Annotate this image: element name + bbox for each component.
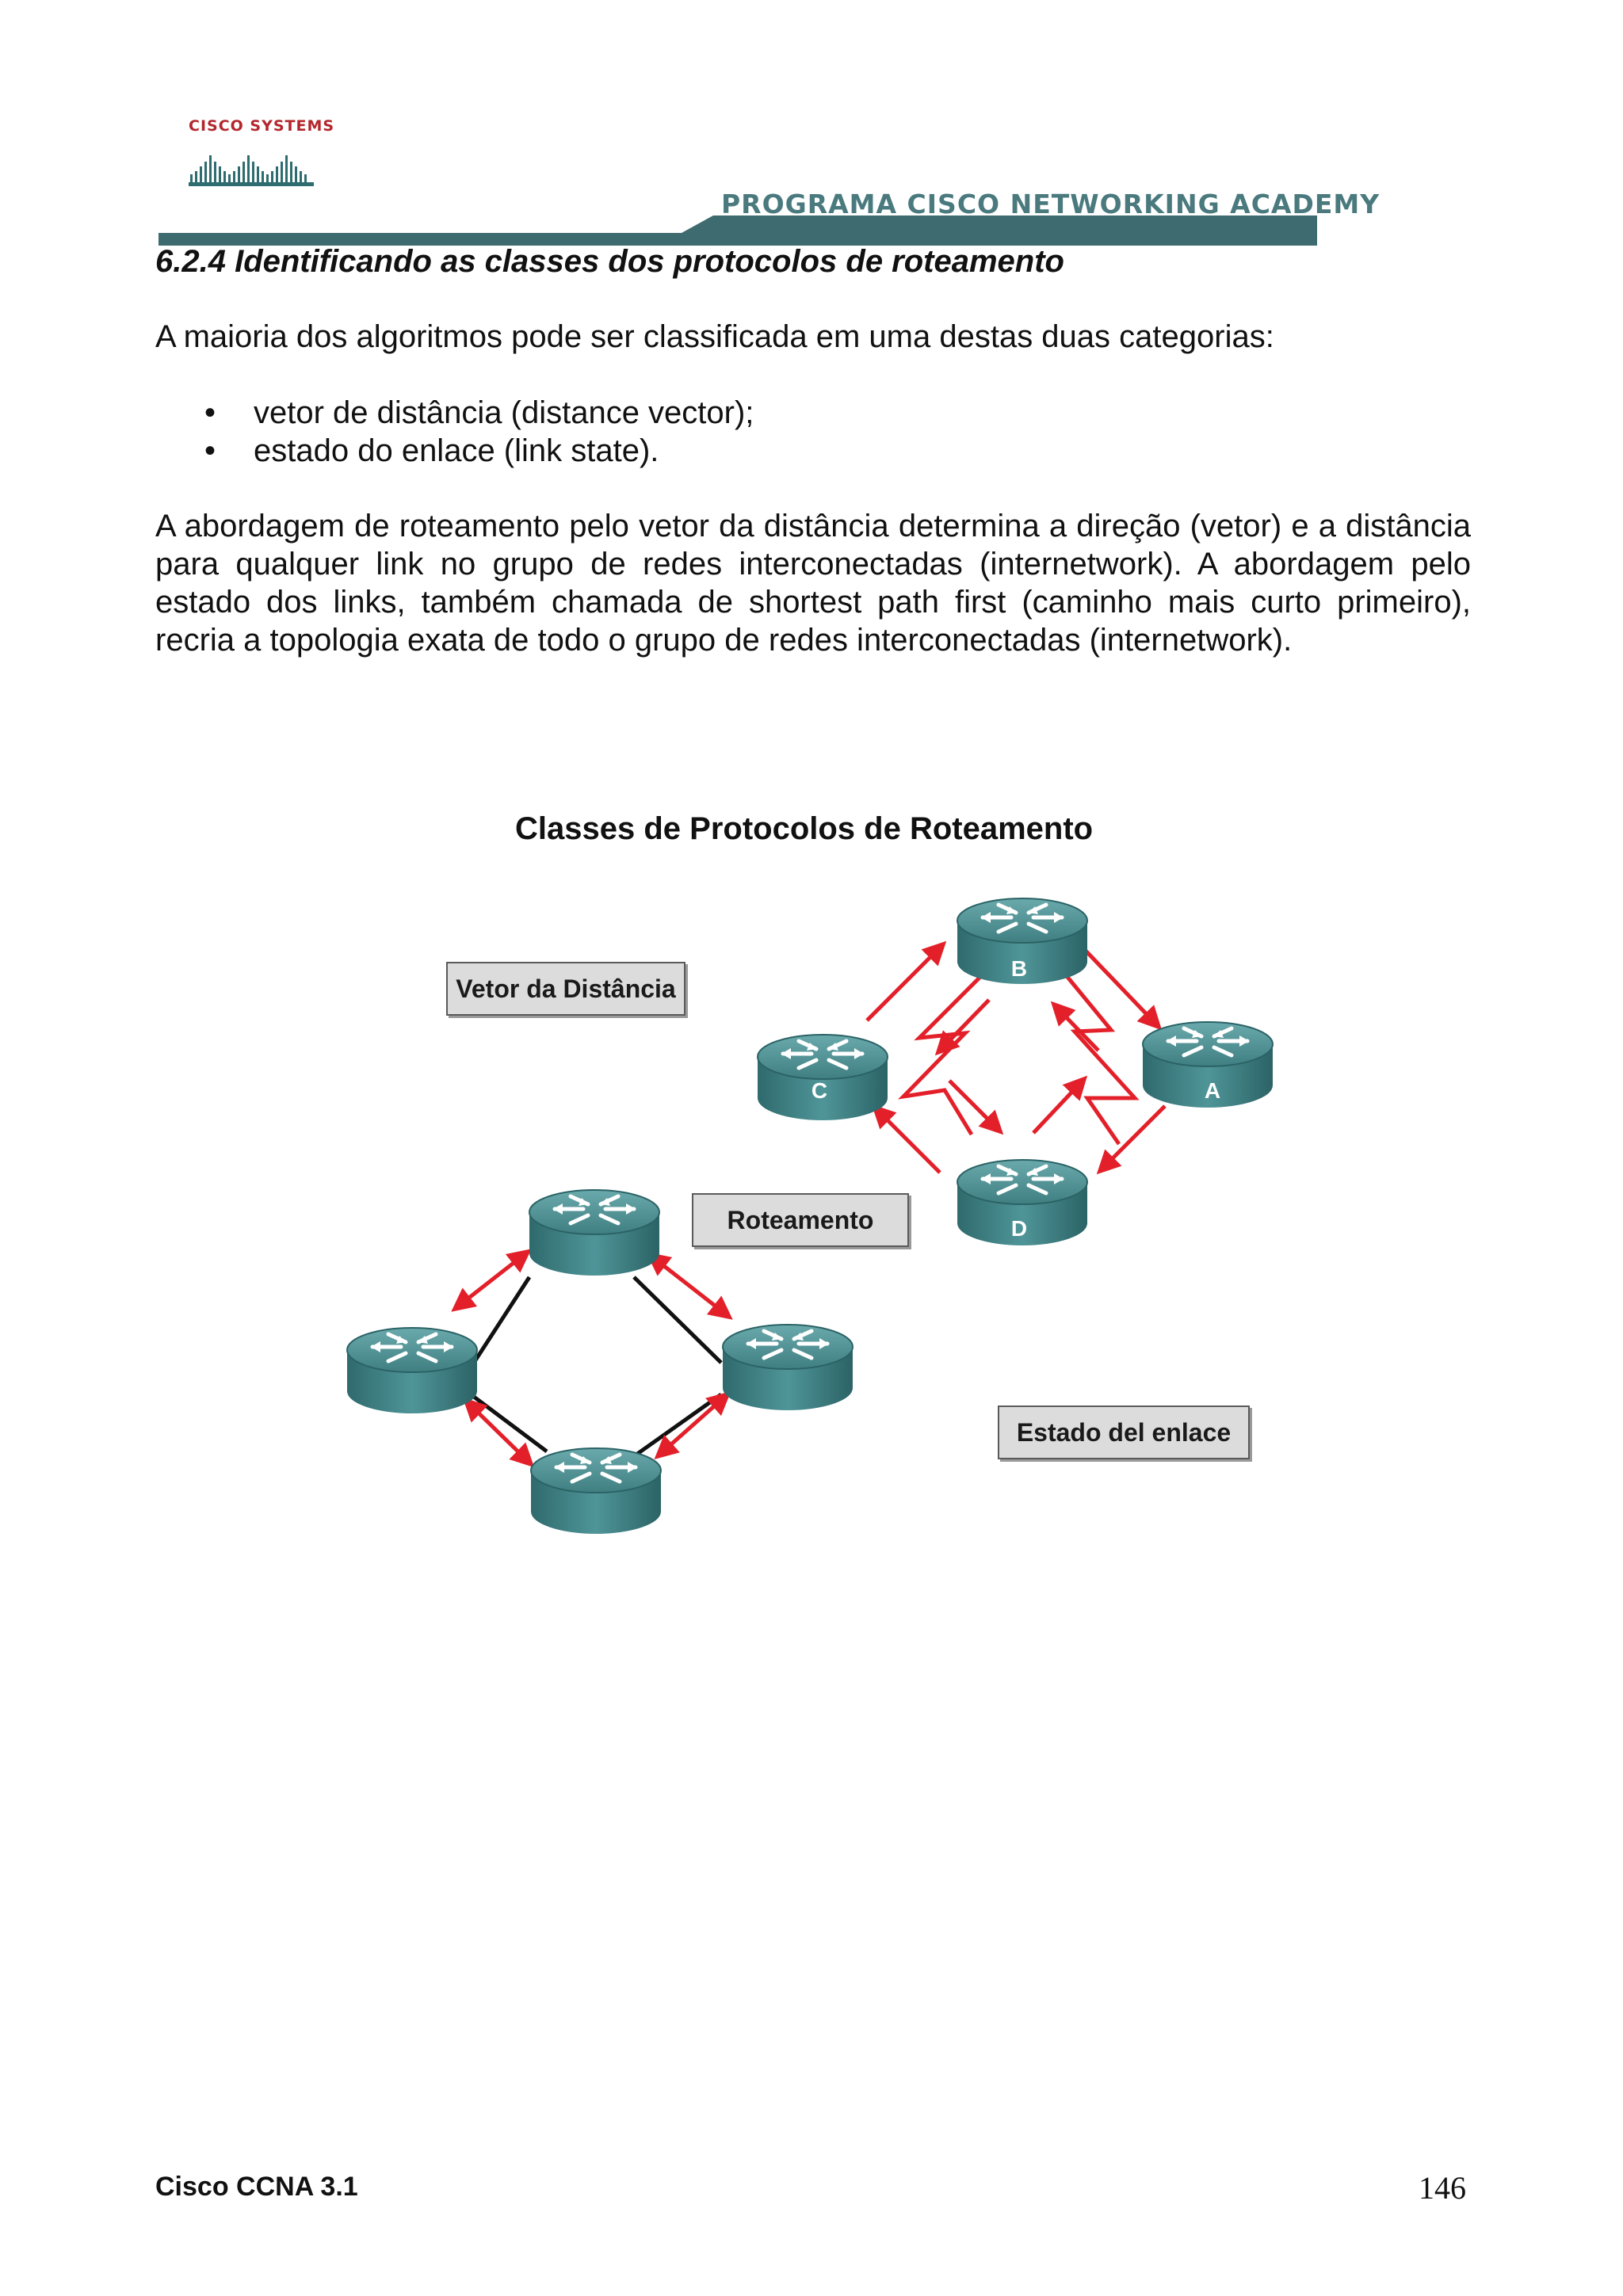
router-d-label: D	[1010, 1216, 1028, 1241]
router-icon	[531, 1448, 661, 1534]
router-c-label: C	[811, 1078, 828, 1103]
section-title: 6.2.4 Identificando as classes dos protocolos de roteamento	[155, 244, 1064, 279]
academy-banner-text: PROGRAMA CISCO NETWORKING ACADEMY	[721, 189, 1381, 219]
distance-vector-links	[903, 976, 1135, 1144]
intro-text: A maioria dos algoritmos pode ser classificada em uma destas duas categorias:	[155, 319, 1274, 354]
router-icon	[347, 1328, 477, 1413]
router-b-label: B	[1010, 956, 1028, 981]
routing-label: Roteamento	[692, 1193, 909, 1247]
list-item: • estado do enlace (link state).	[155, 432, 754, 470]
distance-vector-label: Vetor da Distância	[446, 962, 685, 1016]
router-icon	[758, 1035, 888, 1120]
link-state-label: Estado del enlace	[998, 1405, 1250, 1459]
router-a-label: A	[1204, 1078, 1221, 1103]
router-icon	[723, 1325, 853, 1410]
link-state-links	[471, 1277, 721, 1456]
link-state-arrows	[455, 1252, 729, 1464]
list-item: • vetor de distância (distance vector);	[155, 394, 754, 432]
logo-text: CISCO SYSTEMS	[189, 117, 335, 135]
footer-course-name: Cisco CCNA 3.1	[155, 2172, 358, 2202]
figure-title: Classes de Protocolos de Roteamento	[515, 811, 1094, 846]
router-icon	[529, 1190, 659, 1276]
body-paragraph: A abordagem de roteamento pelo vetor da distância determina a direção (vetor) e a distância para qualquer link no grupo de redes interconectadas (internetwork). A abordagem pelo estado dos links, também chamada de shortest path first (caminho mais curto primeiro), recria a topologia exata de todo o grupo de redes interconectadas (internetwork).	[155, 509, 1471, 658]
page-number: 146	[1419, 2170, 1466, 2206]
